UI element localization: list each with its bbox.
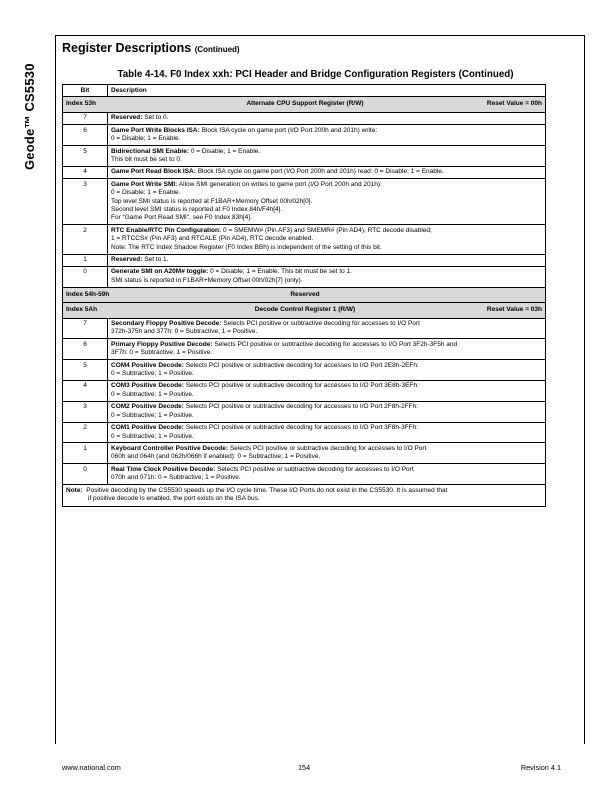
description-text: SMI status is reported in F1BAR+Memory Offset 00h/02h[7] (only). xyxy=(111,276,303,284)
description-line xyxy=(111,403,542,411)
description-line xyxy=(111,227,542,235)
index-label: Index 54h-59h xyxy=(66,290,110,298)
index-cell-5ah xyxy=(63,303,546,318)
bit-description xyxy=(108,339,546,360)
description-text: Selects PCI positive or subtractive decoding for accesses to I/O Port 3F8h-3FFh: xyxy=(185,424,419,432)
index-row-5ah xyxy=(63,303,546,318)
bit-description xyxy=(108,380,546,401)
bit-row xyxy=(63,422,546,443)
bit-description xyxy=(108,360,546,381)
description-line xyxy=(111,168,542,176)
bit-row xyxy=(63,225,546,254)
bit-number: 7 xyxy=(63,318,108,339)
description-text: Selects PCI positive or subtractive decoding for accesses to I/O Port 2F8h-2FFh: xyxy=(185,403,419,411)
bit-description xyxy=(108,254,546,266)
bit-description xyxy=(108,266,546,287)
footer-url: www.national.com xyxy=(62,763,121,772)
description-text: Set to 0. xyxy=(144,114,169,122)
description-line xyxy=(111,235,542,243)
bit-row xyxy=(63,179,546,225)
note-label: Note: xyxy=(66,487,83,495)
bit-description xyxy=(108,166,546,178)
bit-row xyxy=(63,254,546,266)
bit-description xyxy=(108,146,546,167)
description-text: 0 = Subtractive; 1 = Positive. xyxy=(111,390,194,398)
field-name: COM4 Positive Decode: xyxy=(111,361,184,369)
description-line xyxy=(111,474,542,482)
field-name: Primary Floppy Positive Decode: xyxy=(111,340,213,348)
register-name: Decode Control Register 1 (R/W) xyxy=(254,306,356,314)
index-label: Index 5Ah xyxy=(66,306,98,314)
field-name: Game Port Write SMI: xyxy=(111,180,178,188)
description-line xyxy=(111,198,542,206)
field-name: Bidirectional SMI Enable: xyxy=(111,147,190,155)
description-line xyxy=(111,148,542,156)
description-line xyxy=(111,268,542,276)
description-line xyxy=(111,362,542,370)
table-title: Table 4-14. F0 Index xxh: PCI Header and Bridge Configuration Registers (Continued) xyxy=(117,69,514,80)
description-text: 0 = Subtractive; 1 = Positive. xyxy=(111,432,194,440)
bit-description xyxy=(108,112,546,124)
index-cell-53h xyxy=(63,97,546,112)
bit-number: 2 xyxy=(63,225,108,254)
description-text: Selects PCI positive or subtractive decoding for accesses to I/O Port 2E8h-2EFh: xyxy=(185,361,419,369)
bit-row xyxy=(63,464,546,485)
description-line xyxy=(111,277,542,285)
bit-row xyxy=(63,443,546,464)
reset-value: Reset Value = 00h xyxy=(486,100,542,108)
rows-5ah xyxy=(63,318,546,485)
field-name: COM1 Positive Decode: xyxy=(111,424,184,432)
description-text: 0 = Disable; 1 = Enable. xyxy=(190,147,261,155)
description-line xyxy=(111,370,542,378)
description-line xyxy=(111,181,542,189)
side-product-label xyxy=(20,32,42,172)
field-name: Real Time Clock Positive Decode: xyxy=(111,465,216,473)
description-line xyxy=(111,189,542,197)
bit-row xyxy=(63,401,546,422)
field-name: Secondary Floppy Positive Decode: xyxy=(111,320,222,328)
bit-description xyxy=(108,125,546,146)
field-name: Keyboard Controller Positive Decode: xyxy=(111,444,229,452)
description-line xyxy=(111,206,542,214)
description-text: 0 = SMEMW# (Pin AF3) and SMEMR# (Pin AD4), RTC decode disabled; xyxy=(222,226,432,234)
footer-revision: Revision 4.1 xyxy=(520,763,561,772)
description-text: 3F7h: 0 = Subtractive; 1 = Positive. xyxy=(111,349,213,357)
description-text: For “Game Port Read SMI”, see F0 Index 83h[4]. xyxy=(111,214,252,222)
description-line xyxy=(111,349,542,357)
bit-number: 0 xyxy=(63,266,108,287)
section-title-continued: (Continued) xyxy=(194,45,240,54)
bit-description xyxy=(108,179,546,225)
description-line xyxy=(111,320,542,328)
description-text: Block ISA cycle on game port (I/O Port 200h and 201h) read: 0 = Disable; 1 = Enable. xyxy=(197,168,444,176)
description-line xyxy=(111,445,542,453)
field-name: Reserved: xyxy=(111,256,143,263)
bit-number: 7 xyxy=(63,112,108,124)
bit-row xyxy=(63,125,546,146)
description-text: 0 = Subtractive; 1 = Positive. xyxy=(111,370,194,378)
description-line xyxy=(111,135,542,143)
description-text: Selects PCI positive or subtractive decoding for accesses to I/O Port 3F2h-3F5h and xyxy=(214,340,458,348)
footer-page-number: 154 xyxy=(298,763,311,772)
bit-number: 5 xyxy=(63,360,108,381)
bit-description xyxy=(108,464,546,485)
description-line xyxy=(111,433,542,441)
bit-row xyxy=(63,318,546,339)
bit-number: 5 xyxy=(63,146,108,167)
description-text: Second level SMI status is reported at F0 Index 84h/F4h[4]. xyxy=(111,205,283,213)
bit-number: 3 xyxy=(63,179,108,225)
description-line xyxy=(111,341,542,349)
description-text: Note: The RTC Index Shadow Register (F0 Index BBh) is independent of the setting of this bit. xyxy=(111,243,382,251)
bit-row xyxy=(63,360,546,381)
bit-number: 4 xyxy=(63,380,108,401)
reset-value: Reset Value = 03h xyxy=(486,306,542,314)
description-text: Top level SMI status is reported at F1BAR+Memory Offset 00h/02h[0]. xyxy=(111,197,313,205)
bit-number: 2 xyxy=(63,422,108,443)
description-text: 060h and 064h (and 062h/066h if enabled): 0 = Subtractive; 1 = Positive. xyxy=(111,453,321,461)
description-line xyxy=(111,156,542,164)
bit-number: 6 xyxy=(63,339,108,360)
description-line xyxy=(111,114,542,122)
description-line xyxy=(111,328,542,336)
description-line xyxy=(111,424,542,432)
bit-description xyxy=(108,422,546,443)
table-note xyxy=(63,485,546,507)
description-line xyxy=(111,382,542,390)
description-text: Allow SMI generation on writes to game port (I/O Port 200h and 201h): xyxy=(178,180,382,188)
bit-number: 1 xyxy=(63,443,108,464)
description-text: Set to 1. xyxy=(144,256,169,263)
description-text: This bit must be set to 0. xyxy=(111,155,182,163)
description-line xyxy=(111,244,542,252)
description-text: Selects PCI positive or subtractive decoding for accesses to I/O Port 3E8h-3EFh: xyxy=(185,382,419,390)
description-text: 0 = Subtractive; 1 = Positive. xyxy=(111,411,194,419)
bit-row xyxy=(63,146,546,167)
bit-number: 6 xyxy=(63,125,108,146)
register-table xyxy=(62,84,546,507)
bit-row xyxy=(63,112,546,124)
description-line xyxy=(111,256,542,264)
bit-row xyxy=(63,166,546,178)
description-text: 0 = Disable; 1 = Enable. This bit must be set to 1. xyxy=(210,268,352,276)
description-text: 070h and 071h: 0 = Subtractive; 1 = Positive. xyxy=(111,474,241,482)
field-name: COM3 Positive Decode: xyxy=(111,382,184,390)
description-text: Block ISA cycle on game port (I/O Port 200h and 201h) write: xyxy=(201,126,378,134)
section-title xyxy=(62,41,240,55)
field-name: Game Port Read Block ISA: xyxy=(111,168,196,176)
description-line xyxy=(111,391,542,399)
bit-description xyxy=(108,318,546,339)
index-cell-54h-59h xyxy=(63,287,546,302)
field-name: Reserved: xyxy=(111,114,143,122)
header-description: Description xyxy=(108,85,546,97)
bit-row xyxy=(63,266,546,287)
description-text: 1 = RTCCS# (Pin AF3) and RTCALE (Pin AD4), RTC decode enabled. xyxy=(111,235,314,243)
index-label: Index 53h xyxy=(66,100,96,108)
bit-number: 4 xyxy=(63,166,108,178)
header-bit: Bit xyxy=(63,85,108,97)
bit-number: 3 xyxy=(63,401,108,422)
table-header-row xyxy=(63,85,546,97)
description-text: 372h-375h and 377h: 0 = Subtractive; 1 = Positive. xyxy=(111,328,258,336)
description-line xyxy=(111,412,542,420)
description-line xyxy=(111,466,542,474)
description-text: 0 = Disable; 1 = Enable. xyxy=(111,135,181,143)
field-name: Generate SMI on A20M# toggle: xyxy=(111,268,209,276)
bit-description xyxy=(108,225,546,254)
field-name: Game Port Write Blocks ISA: xyxy=(111,126,200,134)
description-line xyxy=(111,214,542,222)
table-note-row xyxy=(63,485,546,507)
bit-row xyxy=(63,380,546,401)
note-line-1: Positive decoding by the CS5530 speeds up the I/O cycle time. These I/O Ports do not exist in the CS5530. It is assumed that xyxy=(86,487,448,495)
side-product-text: Geode™ CS5530 xyxy=(22,63,37,170)
index-row-54h-59h xyxy=(63,287,546,302)
section-title-text: Register Descriptions xyxy=(62,41,192,55)
description-text: Selects PCI positive or subtractive decoding for accesses to I/O Port xyxy=(223,320,420,328)
bit-number: 1 xyxy=(63,254,108,266)
description-text: 0 = Disable; 1 = Enable. xyxy=(111,189,181,197)
index-row-53h xyxy=(63,97,546,112)
description-line xyxy=(111,127,542,135)
bit-row xyxy=(63,339,546,360)
register-name: Alternate CPU Support Register (R/W) xyxy=(246,100,364,108)
bit-number: 0 xyxy=(63,464,108,485)
field-name: COM2 Positive Decode: xyxy=(111,403,184,411)
description-line xyxy=(111,453,542,461)
bit-description xyxy=(108,401,546,422)
description-text: Selects PCI positive or subtractive decoding for accesses to I/O Port xyxy=(229,444,427,452)
field-name: RTC Enable/RTC Pin Configuration: xyxy=(111,226,222,234)
description-text: Selects PCI positive or subtractive decoding for accesses to I/O Port xyxy=(217,465,414,473)
rows-53h xyxy=(63,112,546,287)
note-line-2: if positive decode is enabled, the port exists on the ISA bus. xyxy=(88,495,260,503)
register-name: Reserved xyxy=(290,290,320,298)
bit-description xyxy=(108,443,546,464)
